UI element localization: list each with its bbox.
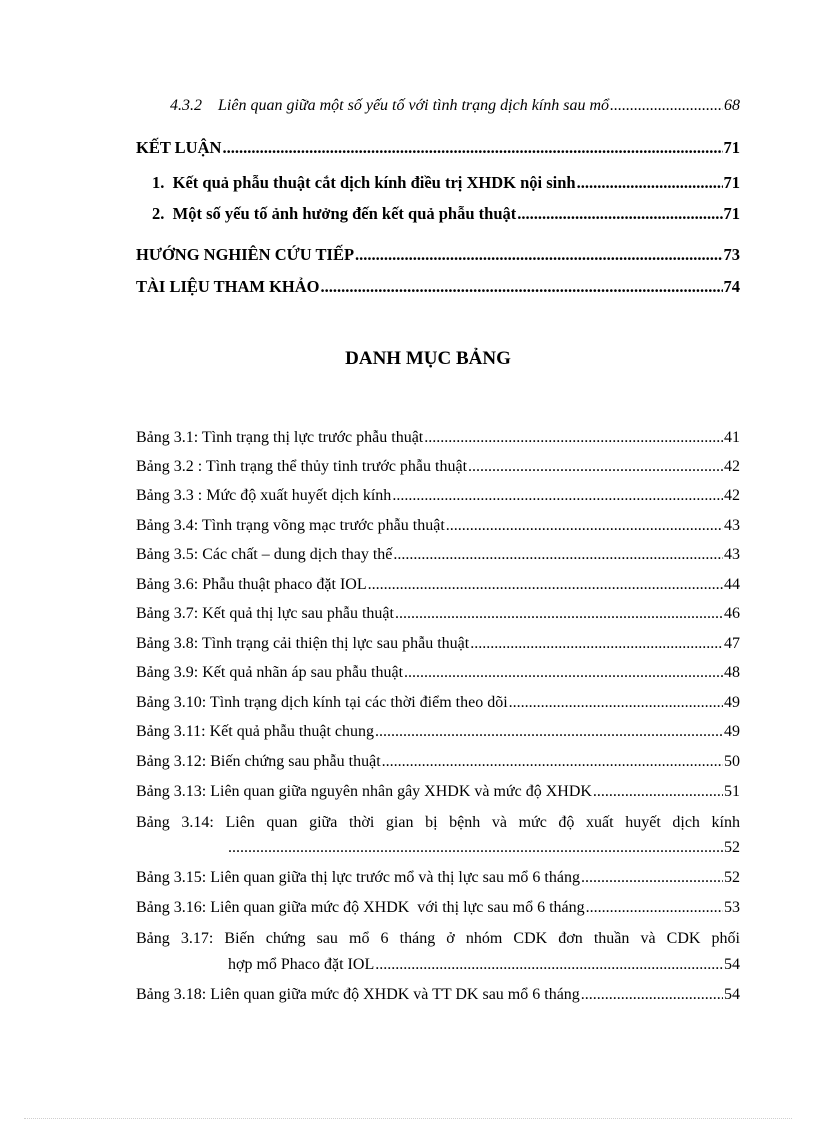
table-list-page: 49: [724, 694, 740, 711]
dot-leader: [593, 782, 723, 802]
toc-entry-tai-lieu: [136, 277, 740, 297]
table-list-item: [136, 868, 740, 888]
table-list-item: [136, 604, 740, 624]
table-list-page: 42: [724, 458, 740, 475]
toc-entry-label: 1. Kết quả phẫu thuật cắt dịch kính điều trị XHDK nội sinh: [152, 173, 576, 192]
table-list-item: [136, 752, 740, 772]
table-list-item: [136, 722, 740, 742]
table-list-label: Bảng 3.11: Kết quả phẫu thuật chung: [136, 723, 375, 740]
toc-entry-label: 4.3.2 Liên quan giữa một số yếu tố với tình trạng dịch kính sau mổ: [170, 97, 610, 114]
table-list-label: Bảng 3.13: Liên quan giữa nguyên nhân gây XHDK và mức độ XHDK: [136, 783, 592, 800]
table-list-page: 53: [724, 899, 740, 916]
table-list-item: [136, 486, 740, 506]
toc-entry-page: 74: [723, 277, 740, 296]
table-list-page: 41: [724, 429, 740, 446]
table-list-item-wrapped-line2: [228, 955, 740, 975]
table-list-label: Bảng 3.8: Tình trạng cải thiện thị lực sau phẫu thuật: [136, 635, 470, 652]
table-list-item: [136, 663, 740, 683]
toc-entry-page: 73: [723, 245, 740, 264]
table-list-page: 44: [724, 576, 740, 593]
table-list-label: Bảng 3.7: Kết quả thị lực sau phẫu thuật: [136, 605, 394, 622]
table-list-label: Bảng 3.12: Biến chứng sau phẫu thuật: [136, 753, 381, 770]
table-list-page: 52: [724, 839, 740, 856]
toc-entry-ket-luan-2: [152, 204, 740, 224]
table-list-label: Bảng 3.16: Liên quan giữa mức độ XHDK với thị lực sau mổ 6 tháng: [136, 899, 585, 916]
toc-entry-page: 71: [723, 204, 740, 223]
table-list-page: 52: [724, 869, 740, 886]
dot-leader: [470, 634, 723, 654]
dot-leader: [368, 575, 723, 595]
dot-leader: [517, 204, 722, 224]
toc-entry-page: 71: [723, 138, 740, 157]
table-list-item: [136, 575, 740, 595]
dot-leader: [393, 545, 723, 565]
table-list-label: Bảng 3.4: Tình trạng võng mạc trước phẫu thuật: [136, 517, 445, 534]
dot-leader: [375, 722, 723, 742]
table-list-item: [136, 457, 740, 477]
dot-leader: [392, 486, 723, 506]
dot-leader: [321, 277, 723, 297]
dot-leader: [577, 173, 723, 193]
table-list-label: Bảng 3.2 : Tình trạng thể thủy tinh trước phẫu thuật: [136, 458, 468, 475]
table-list-page: 49: [724, 723, 740, 740]
dot-leader: [222, 138, 722, 158]
table-list-item: [136, 516, 740, 536]
dot-leader: [404, 663, 723, 683]
table-list-label: Bảng 3.9: Kết quả nhãn áp sau phẫu thuật: [136, 664, 404, 681]
table-list-page: 42: [724, 487, 740, 504]
toc-entry-4-3-2: [170, 96, 740, 116]
toc-entry-label: TÀI LIỆU THAM KHẢO: [136, 277, 320, 296]
toc-entry-label: KẾT LUẬN: [136, 138, 222, 157]
table-list-item: [136, 985, 740, 1005]
dot-leader: [382, 752, 723, 772]
table-list-item-wrapped-line2: [228, 838, 740, 858]
dot-leader: [581, 868, 723, 888]
table-list-page: 51: [724, 783, 740, 800]
toc-entry-huong-nghien-cuu: [136, 245, 740, 265]
table-list-item: [136, 898, 740, 918]
dot-leader: [228, 838, 723, 858]
toc-entry-page: 71: [723, 173, 740, 192]
table-list-label: Bảng 3.10: Tình trạng dịch kính tại các thời điểm theo dõi: [136, 694, 508, 711]
table-list-label: Bảng 3.15: Liên quan giữa thị lực trước mổ và thị lực sau mổ 6 tháng: [136, 869, 580, 886]
page-bottom-dotted-border: [24, 1118, 792, 1119]
table-list-page: 43: [724, 546, 740, 563]
toc-entry-label: 2. Một số yếu tố ảnh hưởng đến kết quả phẫu thuật: [152, 204, 517, 223]
dot-leader: [509, 693, 723, 713]
toc-entry-ket-luan-1: [152, 173, 740, 193]
table-list-label: Bảng 3.5: Các chất – dung dịch thay thế: [136, 546, 393, 563]
toc-entry-label: HƯỚNG NGHIÊN CỨU TIẾP: [136, 245, 355, 264]
table-list-page: 46: [724, 605, 740, 622]
dot-leader: [446, 516, 723, 536]
dot-leader: [355, 245, 722, 265]
dot-leader: [586, 898, 723, 918]
table-list-item: [136, 693, 740, 713]
table-list-page: 43: [724, 517, 740, 534]
dot-leader: [375, 955, 723, 975]
table-list-item: [136, 545, 740, 565]
list-of-tables-title: DANH MỤC BẢNG: [345, 348, 511, 369]
toc-entry-page: 68: [724, 97, 740, 114]
table-list-page: 47: [724, 635, 740, 652]
table-list-label: Bảng 3.3 : Mức độ xuất huyết dịch kính: [136, 487, 392, 504]
dot-leader: [468, 457, 723, 477]
dot-leader: [581, 985, 723, 1005]
table-list-label: Bảng 3.6: Phẫu thuật phaco đặt IOL: [136, 576, 367, 593]
table-list-page: 50: [724, 753, 740, 770]
table-list-page: 54: [724, 956, 740, 973]
table-list-item: [136, 634, 740, 654]
table-list-item: [136, 428, 740, 448]
table-list-label: Bảng 3.18: Liên quan giữa mức độ XHDK và TT DK sau mổ 6 tháng: [136, 986, 580, 1003]
table-list-label: hợp mổ Phaco đặt IOL: [228, 956, 375, 973]
dot-leader: [610, 96, 723, 116]
table-list-item-wrapped-line1: Bảng 3.17: Biến chứng sau mổ 6 tháng ở nhóm CDK đơn thuần và CDK phối: [136, 930, 740, 947]
dot-leader: [424, 428, 723, 448]
dot-leader: [395, 604, 723, 624]
table-list-item: [136, 782, 740, 802]
table-list-page: 54: [724, 986, 740, 1003]
toc-entry-ket-luan: [136, 138, 740, 158]
table-list-item-wrapped-line1: Bảng 3.14: Liên quan giữa thời gian bị bệnh và mức độ xuất huyết dịch kính: [136, 814, 740, 831]
table-list-page: 48: [724, 664, 740, 681]
table-list-label: Bảng 3.1: Tình trạng thị lực trước phẫu thuật: [136, 429, 424, 446]
